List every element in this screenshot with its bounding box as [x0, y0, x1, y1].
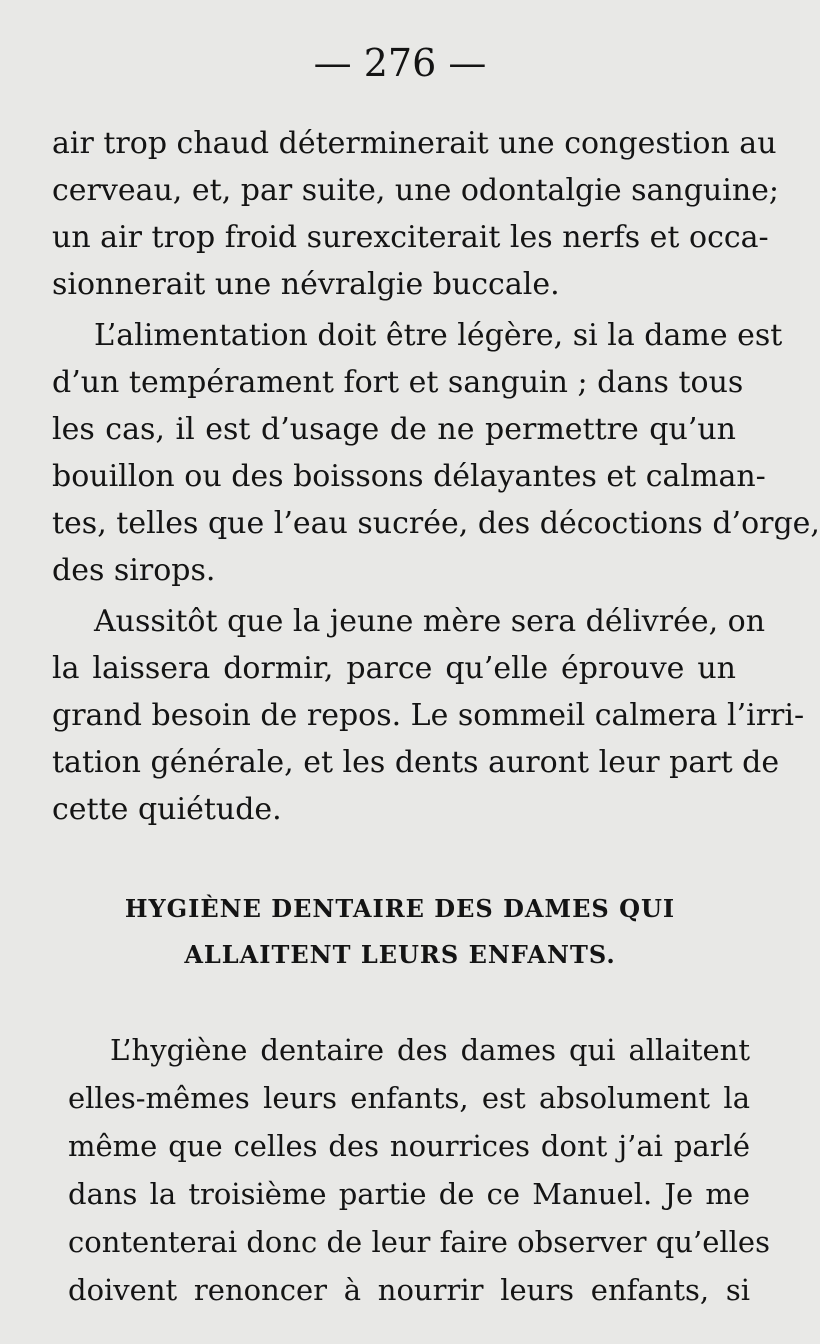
paragraph-line: sionnerait une névralgie buccale.	[52, 267, 560, 302]
paragraph-line: L’alimentation doit être légère, si la dame est	[94, 318, 783, 353]
paragraph-line: doivent renoncer à nourrir leurs enfants, si	[68, 1273, 750, 1307]
paragraph-line: grand besoin de repos. Le sommeil calmera l’irri-	[52, 698, 805, 733]
heading-line: HYGIÈNE DENTAIRE DES DAMES QUI	[124, 894, 676, 923]
paragraph-line: L’hygiène dentaire des dames qui allaitent	[110, 1033, 750, 1067]
paragraph-line: elles-mêmes leurs enfants, est absolument la	[68, 1081, 750, 1115]
paragraph-line: bouillon ou des boissons délayantes et calman-	[52, 459, 766, 494]
paragraph-line: Aussitôt que la jeune mère sera délivrée, on	[94, 604, 766, 639]
paragraph-line: même que celles des nourrices dont j’ai parlé	[68, 1129, 750, 1163]
paragraph-line: d’un tempérament fort et sanguin ; dans tous	[52, 365, 744, 400]
paragraph-3	[52, 598, 805, 833]
heading-line: ALLAITENT LEURS ENFANTS.	[184, 940, 616, 969]
paragraph-2	[52, 312, 820, 594]
paragraph-line: un air trop froid surexciterait les nerfs et occa-	[52, 220, 769, 255]
page-number: — 276 —	[313, 41, 487, 85]
paragraph-1	[52, 120, 780, 308]
paragraph-line: les cas, il est d’usage de ne permettre qu’un	[52, 412, 736, 447]
paragraph-line: tes, telles que l’eau sucrée, des décoctions d’orge,	[52, 506, 820, 541]
paragraph-line: air trop chaud déterminerait une congestion au	[52, 126, 777, 161]
paragraph-line: dans la troisième partie de ce Manuel. Je me	[68, 1177, 750, 1211]
paragraph-line: contenterai donc de leur faire observer qu’elles	[68, 1225, 770, 1259]
paragraph-line: cerveau, et, par suite, une odontalgie sanguine;	[52, 173, 780, 208]
paragraph-4	[68, 1026, 770, 1314]
paragraph-line: tation générale, et les dents auront leur part de	[52, 745, 780, 780]
paragraph-line: des sirops.	[52, 553, 216, 588]
paragraph-line: cette quiétude.	[52, 792, 282, 827]
paragraph-line: la laissera dormir, parce qu’elle éprouve un	[52, 651, 736, 686]
section-heading	[60, 886, 740, 978]
